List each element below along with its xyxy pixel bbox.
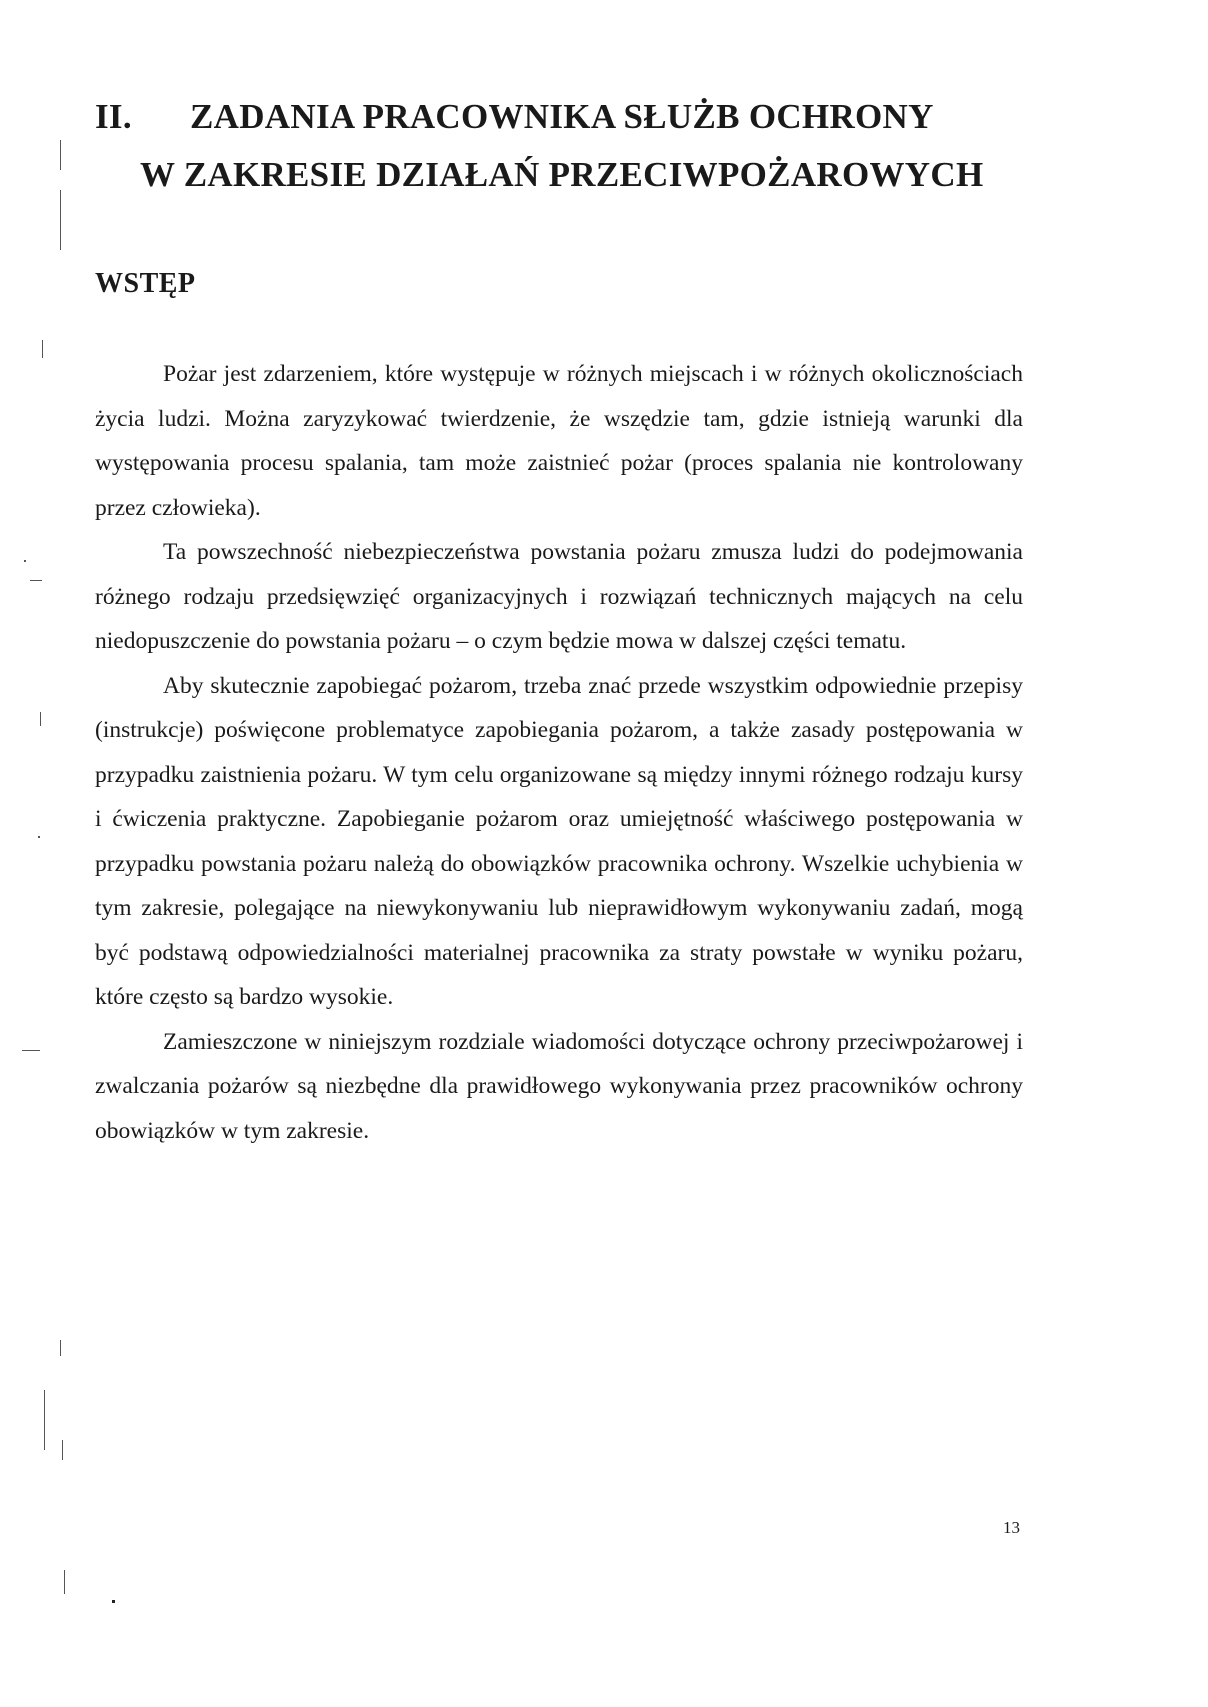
chapter-title-line2: W ZAKRESIE DZIAŁAŃ PRZECIWPOŻAROWYCH (140, 155, 984, 194)
chapter-numeral: II. (95, 97, 132, 136)
paragraph: Pożar jest zdarzeniem, które występuje w różnych miejscach i w różnych okolicznościach życia ludzi. Można zaryzykować twierdzenie, że wszędzie tam, gdzie istnieją warunki dla występowania procesu spalania, tam może zaistnieć pożar (proces spalania nie kontrolowany przez człowieka). (95, 361, 1023, 521)
scan-mark (60, 190, 61, 250)
paragraph: Ta powszechność niebezpieczeństwa powstania pożaru zmusza ludzi do podejmowania różnego rodzaju przedsięwzięć organizacyjnych i rozwiązań technicznych mających na celu niedopuszczenie do powstania pożaru – o czym będzie mowa w dalszej części tematu. (95, 539, 1023, 654)
body-text (95, 352, 1023, 1153)
section-heading: WSTĘP (95, 268, 196, 299)
scan-mark (62, 1440, 63, 1460)
chapter-title (95, 88, 1095, 204)
scan-mark (30, 580, 42, 581)
scan-mark (40, 712, 41, 726)
scan-mark (38, 836, 40, 838)
scan-mark (60, 140, 61, 170)
page-number: 13 (1003, 1518, 1020, 1537)
scan-mark (60, 1340, 61, 1356)
paragraph: Zamieszczone w niniejszym rozdziale wiadomości dotyczące ochrony przeciwpożarowej i zwalczania pożarów są niezbędne dla prawidłowego wykonywania przez pracowników ochrony obowiązków w tym zakresie. (95, 1028, 1023, 1144)
scan-mark (112, 1600, 115, 1603)
scan-mark (64, 1570, 65, 1594)
scan-mark (42, 340, 43, 358)
scan-mark (22, 1050, 40, 1051)
paragraph: Aby skutecznie zapobiegać pożarom, trzeba znać przede wszystkim odpowiednie przepisy (instrukcje) poświęcone problematyce zapobiegania pożarom, a także zasady postępowania w przypadku zaistnienia pożaru. W tym celu organizowane są między innymi różnego rodzaju kursy i ćwiczenia praktyczne. Zapobieganie pożarom oraz umiejętność właściwego postępowania w przypadku powstania pożaru należą do obowiązków pracownika ochrony. Wszelkie uchybienia w tym zakresie, polegające na niewykonywaniu lub nieprawidłowym wykonywaniu zadań, mogą być podstawą odpowiedzialności materialnej pracownika za straty powstałe w wyniku pożaru, które często są bardzo wysokie. (95, 672, 1023, 1010)
scan-mark (44, 1390, 45, 1450)
scan-mark (24, 560, 26, 562)
chapter-title-line1: ZADANIA PRACOWNIKA SŁUŻB OCHRONY (190, 97, 934, 136)
